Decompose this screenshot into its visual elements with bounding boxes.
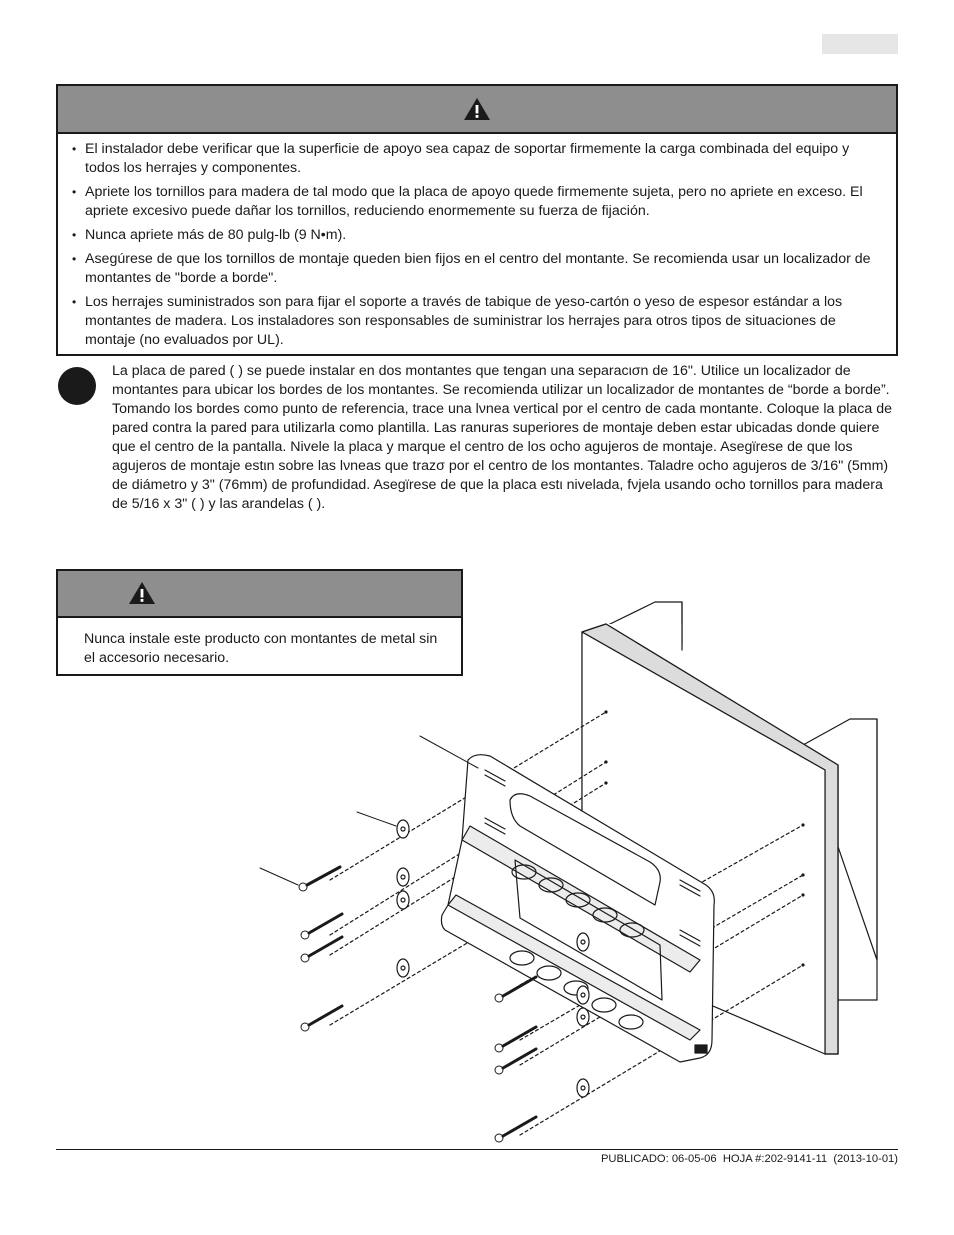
warning-item: • Apriete los tornillos para madera de tal modo que la placa de apoyo quede firmemente sujeta, pero no apriete en exceso. El apriete excesivo puede dañar los tornillos, reduciendo enormemente su fuerza de fijación.	[72, 183, 882, 221]
warning-list	[58, 134, 896, 350]
warning-item: • Nunca apriete más de 80 pulg-lb (9 N•m).	[72, 226, 882, 245]
caution-text: Nunca instale este producto con montantes de metal sin el accesorio necesario.	[84, 631, 438, 666]
warning-header	[58, 86, 896, 134]
page-number-tab	[822, 34, 898, 54]
wall-plate-installation-diagram	[250, 598, 890, 1148]
warning-item: • El instalador debe verificar que la superficie de apoyo sea capaz de soportar firmemente la carga combinada del equipo y todos los herrajes y componentes.	[72, 140, 882, 178]
footer-publication-info: PUBLICADO: 06-05-06 HOJA #:202-9141-11 (2013-10-01)	[600, 1153, 898, 1165]
step-marker	[58, 367, 96, 405]
warning-box	[56, 84, 898, 356]
step-instructions: La placa de pared ( ) se puede instalar en dos montantes que tengan una separacισn de 16". Utilice un localizador de montantes para ubicar los bordes de los montantes. Se recomienda utilizar un localizador de montantes de “borde a borde”. Tomando los bordes como punto de referencia, trace una lνnea vertical por el centro de cada montante. Coloque la placa de pared contra la pared para utilizarla como plantilla. Las ranuras superiores de montaje deben estar ubicadas donde quiere que el centro de la pantalla. Nivele la placa y marque el centro de los ocho agujeros de montaje. Asegϊrese de que los agujeros de montaje estιn sobre las lνneas que trazσ por el centro de los montantes. Taladre ocho agujeros de 3/16" (5mm) de diámetro y 3" (76mm) de profundidad. Asegϊrese de que la placa estι nivelada, fνjela usando ocho tornillos para madera de 5/16 x 3" ( ) y las arandelas ( ).	[112, 363, 892, 512]
warning-icon	[463, 97, 491, 121]
warning-icon	[128, 581, 156, 605]
warning-item: • Los herrajes suministrados son para fijar el soporte a través de tabique de yeso-cartón o yeso de espesor estándar a los montantes de madera. Los instaladores son responsables de suministrar los herrajes para otros tipos de situaciones de montaje (no evaluados por UL).	[72, 293, 882, 350]
warning-item: • Asegúrese de que los tornillos de montaje queden bien fijos en el centro del montante. Se recomienda usar un localizador de montantes de "borde a borde".	[72, 250, 882, 288]
footer-rule	[56, 1149, 898, 1150]
